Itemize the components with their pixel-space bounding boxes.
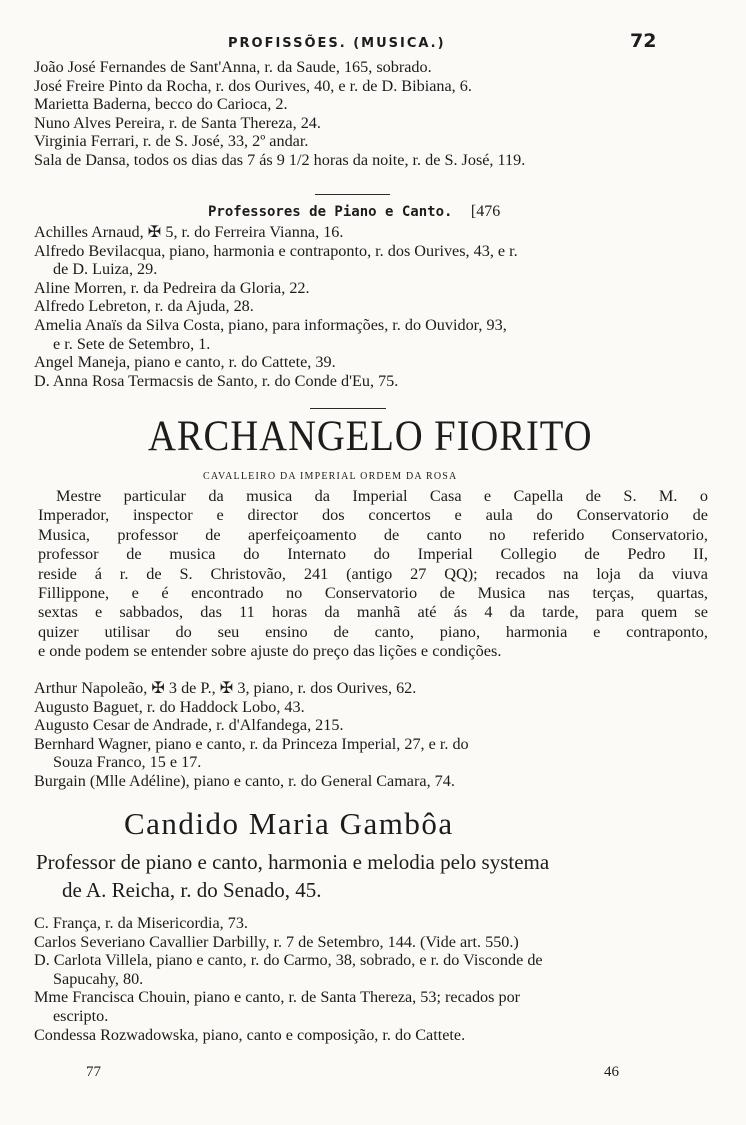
paragraph-line: quizer utilisar do seu ensino de canto, piano, harmonia e contraponto, (38, 621, 708, 641)
entry-line: João José Fernandes de Sant'Anna, r. da Saude, 165, sobrado. (34, 58, 432, 76)
entry-line: escripto. (53, 1006, 109, 1025)
entry-line: Condessa Rozwadowska, piano, canto e composição, r. do Cattete. (34, 1025, 466, 1044)
paragraph-line: Imperador, inspector e director dos concertos e aula do Conservatorio de (38, 505, 708, 525)
section-divider (310, 408, 386, 409)
entry-line: Carlos Severiano Cavallier Darbilly, r. 7 de Setembro, 144. (Vide art. 550.) (34, 932, 519, 951)
entry-line: Achilles Arnaud, ✠ 5, r. do Ferreira Vianna, 16. (34, 223, 344, 241)
footer-signature-right: 46 (604, 1064, 619, 1080)
entry-line: Mme Francisca Chouin, piano e canto, r. de Santa Thereza, 53; recados por (34, 988, 521, 1007)
entry-line: Augusto Cesar de Andrade, r. d'Alfandega, 215. (34, 716, 344, 735)
teachers-list-c-d (34, 914, 714, 1044)
page-header (0, 30, 746, 56)
entry-line: Sala de Dansa, todos os dias das 7 ás 9 1/2 horas da noite, r. de S. José, 119. (34, 150, 526, 169)
footer-signature-left: 77 (86, 1064, 101, 1080)
fiorito-description (38, 486, 708, 661)
entry-line: de D. Luiza, 29. (53, 260, 158, 279)
teachers-list-a-b (34, 679, 714, 791)
page-number: 72 (630, 30, 657, 52)
entry-line: Alfredo Bevilacqua, piano, harmonia e contraponto, r. dos Ourives, 43, e r. (34, 241, 518, 260)
entry-line: Arthur Napoleão, ✠ 3 de P., ✠ 3, piano, r. dos Ourives, 62. (34, 679, 417, 697)
entry-line: Angel Maneja, piano e canto, r. do Cattete, 39. (34, 353, 336, 372)
entry-line: Aline Morren, r. da Pedreira da Gloria, 22. (34, 278, 310, 297)
entry-line: Nuno Alves Pereira, r. de Santa Thereza, 24. (34, 113, 321, 132)
paragraph-line: reside á r. de S. Christovão, 241 (antigo 27 QQ); recados na loja da viuva (38, 563, 708, 583)
entry-line: D. Anna Rosa Termacsis de Santo, r. do Conde d'Eu, 75. (34, 371, 399, 390)
entry-line: José Freire Pinto da Rocha, r. dos Ourives, 40, e r. de D. Bibiana, 6. (34, 76, 472, 95)
gamboa-line: de A. Reicha, r. do Senado, 45. (62, 878, 322, 902)
section-divider (315, 194, 390, 195)
paragraph-line: e onde podem se entender sobre ajuste do preço das lições e condições. (38, 641, 502, 661)
entry-line: Augusto Baguet, r. do Haddock Lobo, 43. (34, 697, 305, 716)
piano-teachers-list (34, 223, 714, 390)
entry-line: Amelia Anaïs da Silva Costa, piano, para informações, r. do Ouvidor, 93, (34, 315, 507, 334)
entry-line: Virginia Ferrari, r. de S. José, 33, 2º andar. (34, 132, 309, 151)
entry-line: Burgain (Mlle Adéline), piano e canto, r. do General Camara, 74. (34, 771, 455, 790)
entry-line: Bernhard Wagner, piano e canto, r. da Princeza Imperial, 27, e r. do (34, 734, 469, 753)
fiorito-order: CAVALLEIRO DA IMPERIAL ORDEM DA ROSA (203, 471, 458, 482)
entry-line: D. Carlota Villela, piano e canto, r. do Carmo, 38, sobrado, e r. do Visconde de (34, 951, 543, 970)
entry-line: Sapucahy, 80. (53, 969, 144, 988)
entry-line: e r. Sete de Setembro, 1. (53, 334, 211, 353)
cross-reference: [476 (470, 203, 501, 220)
entry-line: C. França, r. da Misericordia, 73. (34, 914, 248, 932)
gamboa-line: Professor de piano e canto, harmonia e melodia pelo systema (36, 850, 550, 874)
gamboa-name: Candido Maria Gambôa (124, 806, 454, 841)
entry-line: Marietta Baderna, becco do Carioca, 2. (34, 95, 288, 114)
paragraph-line: Musica, professor de aperfeiçoamento de canto no referido Conservatorio, (38, 524, 708, 544)
entry-line: Alfredo Lebreton, r. da Ajuda, 28. (34, 297, 254, 316)
entry-line: Souza Franco, 15 e 17. (53, 753, 202, 772)
fiorito-name: ARCHANGELO FIORITO (148, 413, 593, 460)
gamboa-description (36, 848, 549, 904)
paragraph-line: Fillippone, e é encontrado no Conservatorio de Musica nas terças, quartas, (38, 583, 708, 603)
paragraph-line: professor de musica do Internato do Imperial Collegio de Pedro II, (38, 544, 708, 564)
music-entries-list (34, 58, 714, 170)
paragraph-line: sextas e sabbados, das 11 horas da manhã até ás 4 da tarde, para quem se (38, 602, 708, 622)
section-title: PROFISSÕES. (MUSICA.) (228, 36, 446, 51)
heading-text: Professores de Piano e Canto. (208, 204, 453, 220)
paragraph-line: Mestre particular da musica da Imperial Casa e Capella de S. M. o (56, 486, 708, 505)
piano-teachers-heading (208, 203, 500, 221)
